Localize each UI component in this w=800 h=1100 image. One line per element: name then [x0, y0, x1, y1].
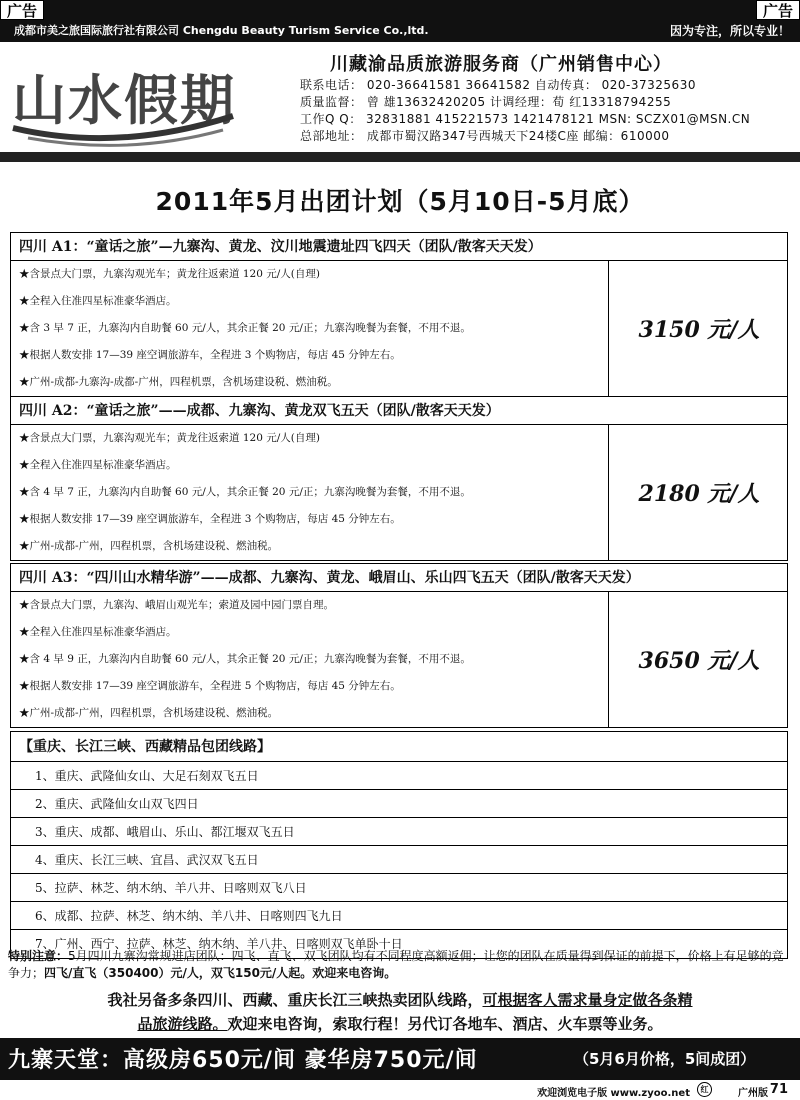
- promo-line-2-b: 欢迎来电咨询，索取行程！另代订各地车、酒店、火车票等业务。: [227, 1015, 663, 1033]
- route-item: ★含景点大门票，九寨沟观光车；黄龙往返索道 120 元/人(自理): [19, 268, 320, 280]
- route-title: 四川 A1：“童话之旅”—九寨沟、黄龙、汶川地震遗址四飞四天（团队/散客天天发）: [11, 233, 787, 261]
- bottom-bar: [0, 1038, 800, 1080]
- route-body: [11, 425, 787, 560]
- route-body: [11, 592, 787, 727]
- hotel-offer-note: （5月6月价格，5间成团）: [574, 1050, 756, 1068]
- agency-title: 川藏渝品质旅游服务商（广州销售中心）: [330, 54, 672, 75]
- footer-website: 欢迎浏览电子版 www.zyoo.net: [537, 1088, 690, 1099]
- promo-line-2-a: 品旅游线路。: [137, 1015, 228, 1033]
- header-divider: [0, 152, 800, 162]
- route-body: [11, 261, 787, 396]
- route-item: ★根据人数安排 17—39 座空调旅游车，全程进 3 个购物店，每店 45 分钟左右。: [19, 513, 401, 525]
- plan-title: 2011年5月出团计划（5月10日-5月底）: [155, 187, 645, 216]
- ad-label-left: 广告: [0, 0, 44, 20]
- package-line: 3、重庆、成都、峨眉山、乐山、都江堰双飞五日: [11, 818, 787, 846]
- contact-qq: 工作Q Q： 32831881 415221573 1421478121 MSN: SCZX01@MSN.CN: [300, 112, 751, 126]
- package-line: 6、成都、拉萨、林芝、纳木纳、羊八井、日喀则四飞九日: [11, 902, 787, 930]
- route-items: [11, 261, 609, 396]
- route-items: [11, 425, 609, 560]
- page-number: 71: [769, 1082, 788, 1097]
- promo-line-1-a: 我社另备多条四川、西藏、重庆长江三峡热卖团队线路，: [107, 991, 483, 1009]
- package-line: 4、重庆、长江三峡、宜昌、武汉双飞五日: [11, 846, 787, 874]
- route-a3: [10, 563, 788, 728]
- route-item: ★含 3 早 7 正，九寨沟内自助餐 60 元/人，其余正餐 20 元/正；九寨沟晚餐为套餐，不用不退。: [19, 322, 471, 334]
- package-line: 5、拉萨、林芝、纳木纳、羊八井、日喀则双飞八日: [11, 874, 787, 902]
- package-line: 7、广州、西宁、拉萨、林芝、纳木纳、羊八井、日喀则双飞单卧十日: [35, 937, 403, 951]
- promo-line-2: [0, 1012, 800, 1036]
- route-item: ★含 4 早 7 正，九寨沟内自助餐 60 元/人，其余正餐 20 元/正；九寨沟晚餐为套餐，不用不退。: [19, 486, 471, 498]
- route-item: ★全程入住准四星标准豪华酒店。: [19, 459, 177, 471]
- hotel-offer: 九寨天堂：高级房650元/间 豪华房750元/间: [8, 1048, 478, 1073]
- footer: [0, 1080, 800, 1100]
- special-label: 特别注意：: [8, 949, 69, 963]
- route-items: [11, 592, 609, 727]
- contact-quality: 质量监督： 曾 雄13632420205 计调经理：荀 红13318794255: [300, 95, 672, 109]
- promo-text: [0, 988, 800, 1036]
- promo-line-1: [0, 988, 800, 1012]
- route-price: 2180 元/人: [638, 481, 760, 507]
- promo-line-1-b: 可根据客人需求量身定做各条精: [482, 991, 693, 1009]
- package-title: 【重庆、长江三峡、西藏精品包团线路】: [11, 732, 787, 762]
- route-item: ★广州-成都-广州，四程机票，含机场建设税、燃油税。: [19, 540, 279, 552]
- package-line: 2、重庆、武隆仙女山双飞四日: [11, 790, 787, 818]
- route-item: ★全程入住准四星标准豪华酒店。: [19, 626, 177, 638]
- special-text: 5月四川九寨沟常规进店团队：四飞、直飞、双飞团队均有不同程度高额返佣；让您的团队在质量得到保证的前提下，价格上有足够的竞争力；: [8, 949, 784, 980]
- package-line: 1、重庆、武隆仙女山、大足石刻双飞五日: [11, 762, 787, 790]
- footer-edition: 广州版: [738, 1088, 768, 1099]
- brand-logo: [8, 52, 238, 152]
- contact-phone: 联系电话： 020-36641581 36641582 自动传真： 020-37325630: [300, 78, 696, 92]
- route-item: ★含 4 早 9 正，九寨沟内自助餐 60 元/人，其余正餐 20 元/正；九寨沟晚餐为套餐，不用不退。: [19, 653, 471, 665]
- route-price: 3650 元/人: [638, 648, 760, 674]
- ad-label-right: 广告: [756, 0, 800, 20]
- route-price: 3150 元/人: [638, 317, 760, 343]
- route-item: ★含景点大门票，九寨沟观光车；黄龙往返索道 120 元/人(自理): [19, 432, 320, 444]
- slogan: 因为专注，所以专业！: [669, 24, 790, 38]
- top-bar: [0, 0, 800, 42]
- route-title: 四川 A2：“童话之旅”——成都、九寨沟、黄龙双飞五天（团队/散客天天发）: [11, 397, 787, 425]
- contact-address: 总部地址： 成都市蜀汉路347号西城天下24楼C座 邮编：610000: [300, 129, 670, 143]
- special-note: [8, 948, 792, 982]
- route-title: 四川 A3：“四川山水精华游”——成都、九寨沟、黄龙、峨眉山、乐山四飞五天（团队/散客天天发）: [11, 564, 787, 592]
- header: [0, 42, 800, 162]
- route-item: ★根据人数安排 17—39 座空调旅游车，全程进 5 个购物店，每店 45 分钟左右。: [19, 680, 401, 692]
- route-a1: [10, 232, 788, 397]
- footer-badge-icon: 红: [697, 1082, 712, 1097]
- route-item: ★广州-成都-广州，四程机票，含机场建设税、燃油税。: [19, 707, 279, 719]
- package-routes: [10, 731, 788, 959]
- logo-swoosh-icon: [8, 108, 238, 148]
- route-item: ★含景点大门票，九寨沟、峨眉山观光车；索道及园中园门票自理。: [19, 599, 334, 611]
- special-highlight: 四飞/直飞（350400）元/人，双飞150元/人起。欢迎来电咨询。: [44, 966, 397, 980]
- logo-text: 山水假期: [12, 68, 236, 132]
- route-item: ★广州-成都-九寨沟-成都-广州，四程机票，含机场建设税、燃油税。: [19, 376, 338, 388]
- route-item: ★根据人数安排 17—39 座空调旅游车，全程进 3 个购物店，每店 45 分钟左右。: [19, 349, 401, 361]
- route-item: ★全程入住准四星标准豪华酒店。: [19, 295, 177, 307]
- company-name: 成都市美之旅国际旅行社有限公司 Chengdu Beauty Turism Service Co.,ltd.: [14, 24, 429, 37]
- route-a2: [10, 396, 788, 561]
